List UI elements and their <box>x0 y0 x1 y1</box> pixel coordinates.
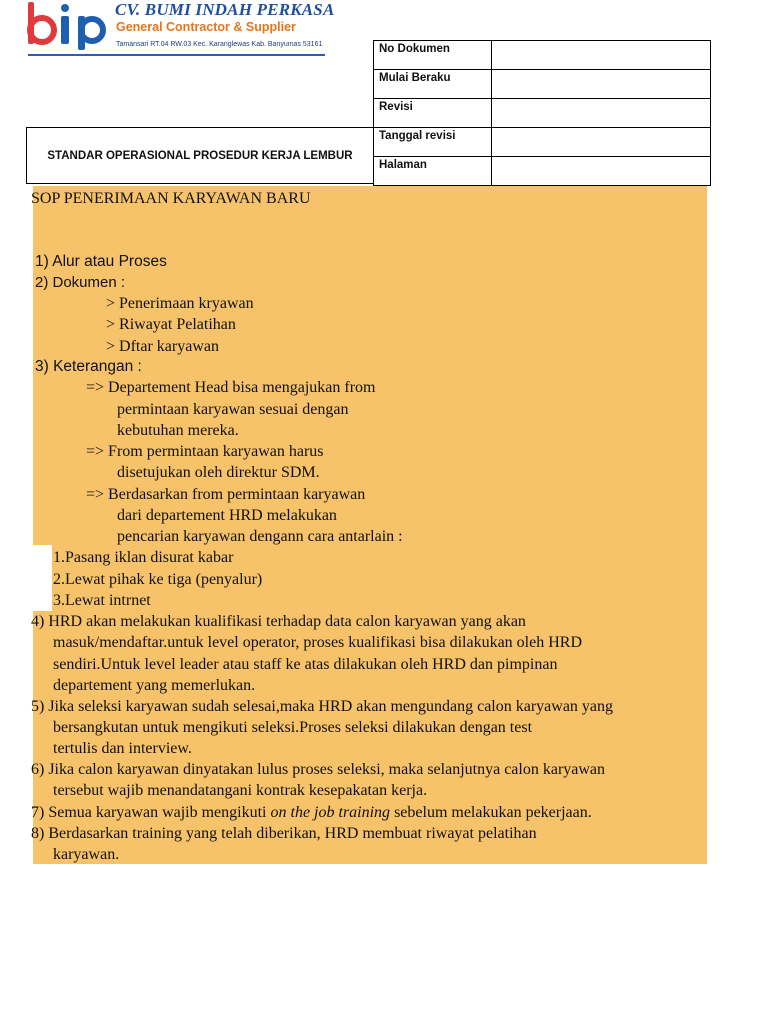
method-item: 2.Lewat pihak ke tiga (penyalur) <box>53 571 263 588</box>
keterangan-line: disetujukan oleh direktur SDM. <box>117 464 320 481</box>
keterangan-line: dari departement HRD melakukan <box>117 507 337 524</box>
company-address: Tamansari RT.04 RW.03 Kec. Karanglewas Kab. Banyumas 53161 <box>116 41 323 48</box>
paragraph-7 <box>31 802 592 823</box>
paragraph-4-line: departement yang memerlukan. <box>53 677 256 694</box>
paragraph-6-line: 6) Jika calon karyawan dinyatakan lulus proses seleksi, maka selanjutnya calon karyawan <box>31 761 606 778</box>
meta-row <box>374 157 711 186</box>
paragraph-5-line: bersangkutan untuk mengikuti seleksi.Proses seleksi dilakukan dengan test <box>53 719 533 736</box>
logo-i-letter <box>61 4 69 44</box>
panel-notch <box>28 545 52 611</box>
keterangan-line: => Berdasarkan from permintaan karyawan <box>86 486 366 503</box>
company-tagline: General Contractor & Supplier <box>116 20 296 34</box>
paragraph-5-line: tertulis dan interview. <box>53 740 192 757</box>
meta-value <box>492 70 711 99</box>
section-dokumen-label: 2) Dokumen : <box>35 274 126 291</box>
meta-label: No Dokumen <box>374 41 492 70</box>
paragraph-8-line: karyawan. <box>53 846 120 863</box>
doc-item: > Riwayat Pelatihan <box>106 316 236 333</box>
meta-value <box>492 41 711 70</box>
section-dokumen <box>35 272 125 293</box>
keterangan-line: permintaan karyawan sesuai dengan <box>117 401 349 418</box>
paragraph-8-line: 8) Berdasarkan training yang telah diberikan, HRD membuat riwayat pelatihan <box>31 825 537 842</box>
section-keterangan: 3) Keterangan : <box>35 358 142 375</box>
doc-item: > Penerimaan kryawan <box>106 295 254 312</box>
section-alur: 1) Alur atau Proses <box>35 253 167 270</box>
paragraph-6-line: tersebut wajib menandatangani kontrak kesepakatan kerja. <box>53 782 428 799</box>
document-title <box>26 127 374 184</box>
meta-value <box>492 157 711 186</box>
company-logo <box>26 0 116 52</box>
paragraph-7-start: 7) Semua karyawan wajib mengikuti <box>31 804 271 821</box>
keterangan-line: => Departement Head bisa mengajukan from <box>86 379 376 396</box>
paragraph-4-line: sendiri.Untuk level leader atau staff ke atas dilakukan oleh HRD dan pimpinan <box>53 656 558 673</box>
meta-label: Halaman <box>374 157 492 186</box>
method-item: 3.Lewat intrnet <box>53 592 151 609</box>
method-item: 1.Pasang iklan disurat kabar <box>53 549 234 566</box>
doc-item: > Dftar karyawan <box>106 338 219 355</box>
header-divider <box>28 54 325 56</box>
document-title-text: STANDAR OPERASIONAL PROSEDUR KERJA LEMBUR <box>47 149 353 162</box>
paragraph-4-line: 4) HRD akan melakukan kualifikasi terhadap data calon karyawan yang akan <box>31 613 526 630</box>
meta-row <box>374 41 711 70</box>
sop-heading: SOP PENERIMAAN KARYAWAN BARU <box>31 190 311 207</box>
paragraph-7-end: sebelum melakukan pekerjaan. <box>390 804 592 821</box>
meta-value <box>492 128 711 157</box>
document-meta-table <box>373 40 711 186</box>
keterangan-line: pencarian karyawan dengann cara antarlain : <box>117 528 403 545</box>
meta-label: Tanggal revisi <box>374 128 492 157</box>
paragraph-4-line: masuk/mendaftar.untuk level operator, proses kualifikasi bisa dilakukan oleh HRD <box>53 634 583 651</box>
logo-p-letter <box>78 16 103 50</box>
logo-b-letter <box>28 2 54 44</box>
meta-value <box>492 99 711 128</box>
meta-row <box>374 128 711 157</box>
meta-label: Mulai Beraku <box>374 70 492 99</box>
company-name: CV. BUMI INDAH PERKASA <box>115 0 335 19</box>
meta-row <box>374 99 711 128</box>
meta-row <box>374 70 711 99</box>
meta-label: Revisi <box>374 99 492 128</box>
keterangan-line: kebutuhan mereka. <box>117 422 239 439</box>
paragraph-7-emphasis: on the job training <box>270 804 391 821</box>
keterangan-line: => From permintaan karyawan harus <box>86 443 324 460</box>
paragraph-5-line: 5) Jika seleksi karyawan sudah selesai,maka HRD akan mengundang calon karyawan yang <box>31 698 614 715</box>
